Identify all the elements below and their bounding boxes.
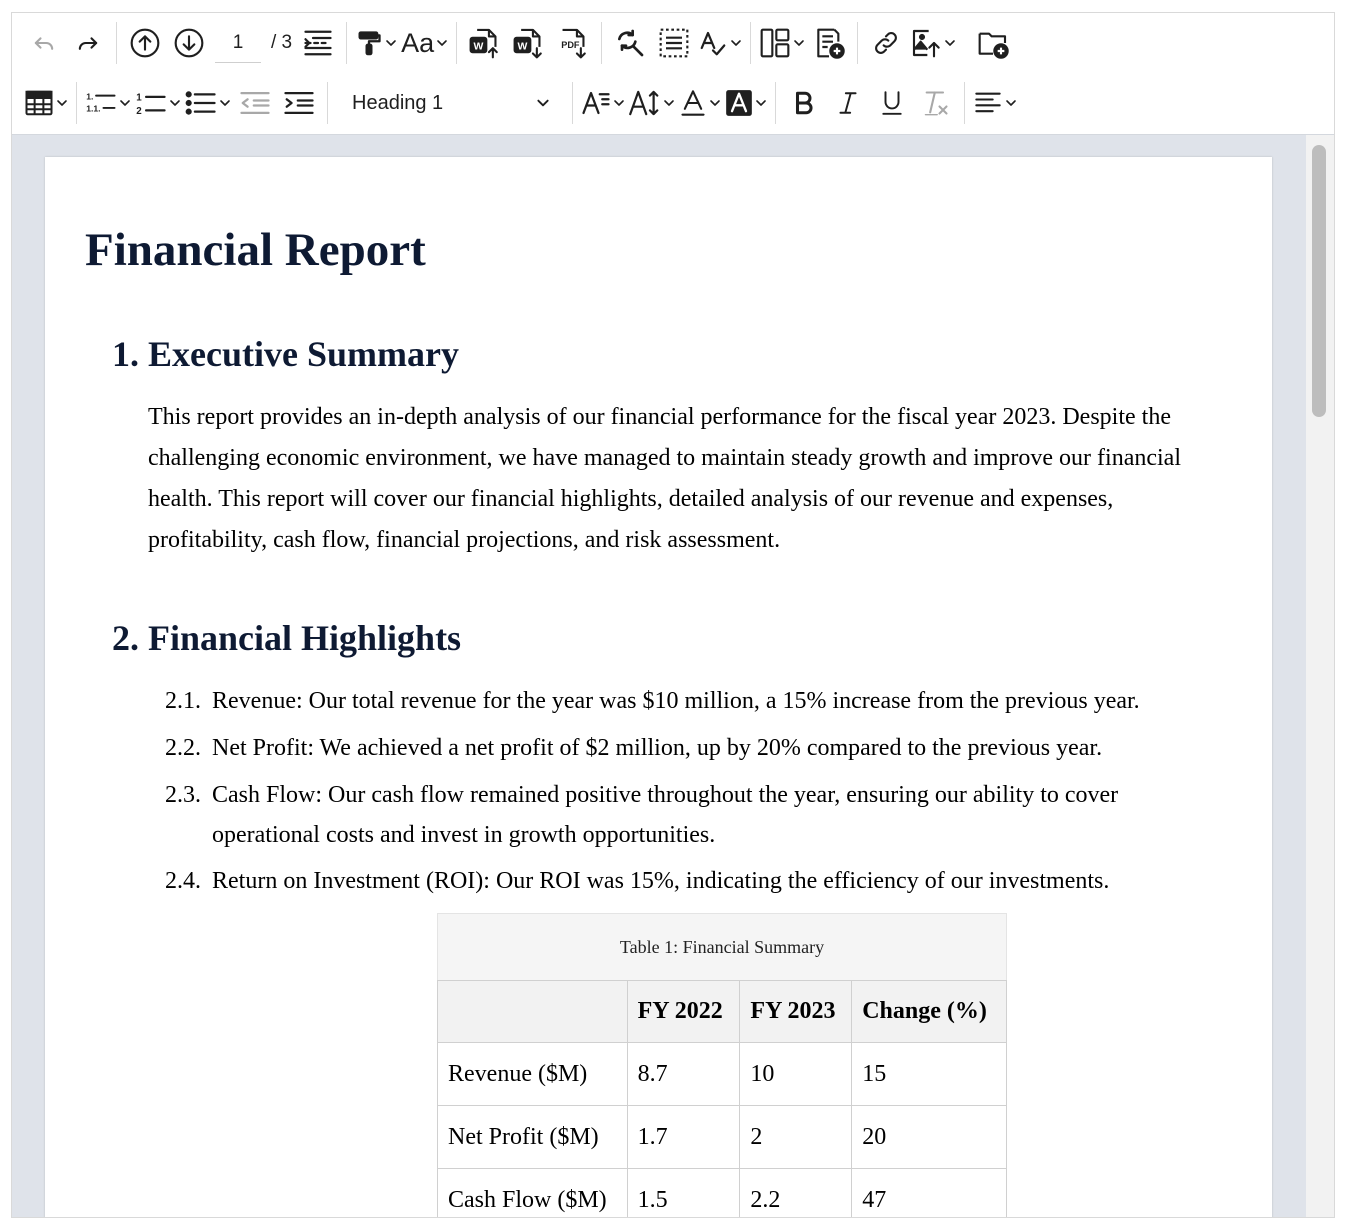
table[interactable] (437, 980, 1007, 1218)
table-cell[interactable]: 2 (740, 1106, 852, 1169)
chevron-down-icon (169, 97, 181, 109)
table-cell[interactable]: 1.5 (627, 1169, 740, 1219)
highlights-list (165, 681, 1225, 908)
chevron-down-icon (436, 37, 448, 49)
section-heading[interactable]: 1. Executive Summary (112, 334, 459, 374)
underline-icon[interactable] (872, 83, 912, 123)
document-canvas[interactable] (12, 135, 1306, 1218)
document-title[interactable]: Financial Report (85, 224, 426, 276)
table-header-cell[interactable]: Change (%) (852, 981, 1007, 1043)
toolbar-row-2 (12, 73, 1019, 133)
line-height-icon[interactable] (629, 83, 675, 123)
toolbar-separator (775, 82, 776, 124)
spellcheck-icon[interactable] (698, 23, 742, 63)
financial-summary-table[interactable] (437, 913, 1007, 1218)
section-heading[interactable]: 2. Financial Highlights (112, 618, 462, 658)
toolbar-separator (857, 22, 858, 64)
multilevel-list-icon[interactable] (85, 83, 131, 123)
list-item[interactable] (165, 728, 1225, 769)
toolbar-separator (750, 22, 751, 64)
list-item[interactable] (165, 861, 1225, 902)
page-total: / 3 (271, 32, 293, 53)
import-word-icon[interactable] (465, 23, 505, 63)
table-cell[interactable]: 20 (852, 1106, 1007, 1169)
chevron-down-icon (730, 37, 742, 49)
paragraph-style-select[interactable] (338, 83, 562, 123)
chevron-down-icon (219, 97, 231, 109)
document-editor (11, 12, 1335, 1218)
chevron-down-icon (944, 37, 956, 49)
insert-image-icon[interactable] (910, 23, 956, 63)
table-cell[interactable]: 15 (852, 1043, 1007, 1106)
font-color-icon[interactable] (679, 83, 721, 123)
chevron-down-icon (385, 37, 397, 49)
toolbar-separator (456, 22, 457, 64)
list-item-text[interactable]: Return on Investment (ROI): Our ROI was 15%, indicating the efficiency of our investments. (212, 868, 1110, 894)
toolbar-separator (327, 82, 328, 124)
toolbar (12, 13, 1334, 135)
table-row (438, 1043, 1007, 1106)
insert-template-icon[interactable] (809, 23, 849, 63)
table-row (438, 1169, 1007, 1219)
table-cell[interactable]: 2.2 (740, 1169, 852, 1219)
list-item-number: 2.2. (165, 735, 201, 761)
table-icon[interactable] (24, 83, 68, 123)
outdent-icon[interactable] (235, 83, 275, 123)
list-item-text[interactable]: Cash Flow: Our cash flow remained positive throughout the year, ensuring our ability to cover operational costs and invest in growth opportunities. (212, 782, 1119, 848)
svg-text:PDF: PDF (561, 40, 580, 51)
table-cell[interactable]: Net Profit ($M) (438, 1106, 628, 1169)
previous-page-icon[interactable] (125, 23, 165, 63)
bullet-list-icon[interactable] (185, 83, 231, 123)
insert-file-icon[interactable] (973, 23, 1013, 63)
highlight-color-icon[interactable] (725, 83, 767, 123)
chevron-down-icon (793, 37, 805, 49)
export-pdf-icon[interactable] (553, 23, 593, 63)
toolbar-separator (964, 22, 965, 64)
list-item[interactable] (165, 775, 1225, 855)
list-item-number: 2.3. (165, 782, 201, 808)
table-cell[interactable]: 1.7 (627, 1106, 740, 1169)
list-item-number: 2.1. (165, 688, 201, 714)
document-page[interactable] (45, 157, 1272, 1218)
select-all-icon[interactable] (654, 23, 694, 63)
toolbar-row-1 (12, 13, 1015, 73)
page-break-icon[interactable] (298, 23, 338, 63)
chevron-down-icon (755, 97, 767, 109)
svg-text:2: 2 (136, 106, 142, 118)
toolbar-separator (572, 82, 573, 124)
table-cell[interactable]: 47 (852, 1169, 1007, 1219)
svg-text:W: W (517, 41, 528, 53)
paragraph-style-value: Heading 1 (352, 91, 444, 114)
link-icon[interactable] (866, 23, 906, 63)
align-icon[interactable] (973, 83, 1017, 123)
list-item-text[interactable]: Revenue: Our total revenue for the year was $10 million, a 15% increase from the previous year. (212, 688, 1140, 714)
clear-format-icon[interactable] (916, 83, 956, 123)
svg-text:1.1.: 1.1. (86, 103, 101, 114)
section-paragraph[interactable]: This report provides an in-depth analysis of our financial performance for the fiscal year 2023. Despite the challenging economic environment, we have managed to maintain steady growth and improve our financial health. This report will cover our financial highlights, detailed analysis of our revenue and expenses, profitability, cash flow, financial projections, and risk assessment. (148, 404, 1181, 553)
page-navigator (215, 23, 292, 63)
vertical-scrollbar[interactable] (1306, 135, 1334, 1218)
layout-icon[interactable] (759, 23, 805, 63)
toolbar-separator (601, 22, 602, 64)
toolbar-separator (964, 82, 965, 124)
table-header-cell[interactable]: FY 2023 (740, 981, 852, 1043)
table-row (438, 1106, 1007, 1169)
toolbar-separator (346, 22, 347, 64)
font-case-icon[interactable]: Aa (401, 23, 448, 63)
toolbar-separator (116, 22, 117, 64)
chevron-down-icon (119, 97, 131, 109)
font-size-icon[interactable] (581, 83, 625, 123)
export-word-icon[interactable] (509, 23, 549, 63)
find-replace-icon[interactable] (610, 23, 650, 63)
list-item[interactable] (165, 681, 1225, 722)
scrollbar-thumb[interactable] (1312, 145, 1326, 417)
chevron-down-icon (1005, 97, 1017, 109)
italic-icon[interactable] (828, 83, 868, 123)
chevron-down-icon (536, 96, 550, 110)
table-cell[interactable]: 8.7 (627, 1043, 740, 1106)
list-item-text[interactable]: Net Profit: We achieved a net profit of $2 million, up by 20% compared to the previous year. (212, 735, 1103, 761)
table-header-cell[interactable]: FY 2022 (627, 981, 740, 1043)
next-page-icon[interactable] (169, 23, 209, 63)
numbered-list-icon[interactable] (135, 83, 181, 123)
chevron-down-icon (709, 97, 721, 109)
indent-icon[interactable] (279, 83, 319, 123)
chevron-down-icon (663, 97, 675, 109)
table-header-row (438, 981, 1007, 1043)
svg-text:W: W (473, 41, 484, 53)
undo-icon[interactable] (24, 23, 64, 63)
table-cell[interactable]: 10 (740, 1043, 852, 1106)
toolbar-separator (76, 82, 77, 124)
table-cell[interactable]: Revenue ($M) (438, 1043, 628, 1106)
table-caption[interactable]: Table 1: Financial Summary (437, 913, 1007, 980)
format-painter-icon[interactable] (355, 23, 397, 63)
table-header-cell[interactable] (438, 981, 628, 1043)
chevron-down-icon (613, 97, 625, 109)
bold-icon[interactable] (784, 83, 824, 123)
svg-text:1.: 1. (86, 91, 94, 102)
list-item-number: 2.4. (165, 868, 201, 894)
svg-text:1: 1 (136, 92, 142, 104)
page-number-input[interactable] (215, 23, 261, 63)
chevron-down-icon (56, 97, 68, 109)
table-cell[interactable]: Cash Flow ($M) (438, 1169, 628, 1219)
redo-icon[interactable] (68, 23, 108, 63)
